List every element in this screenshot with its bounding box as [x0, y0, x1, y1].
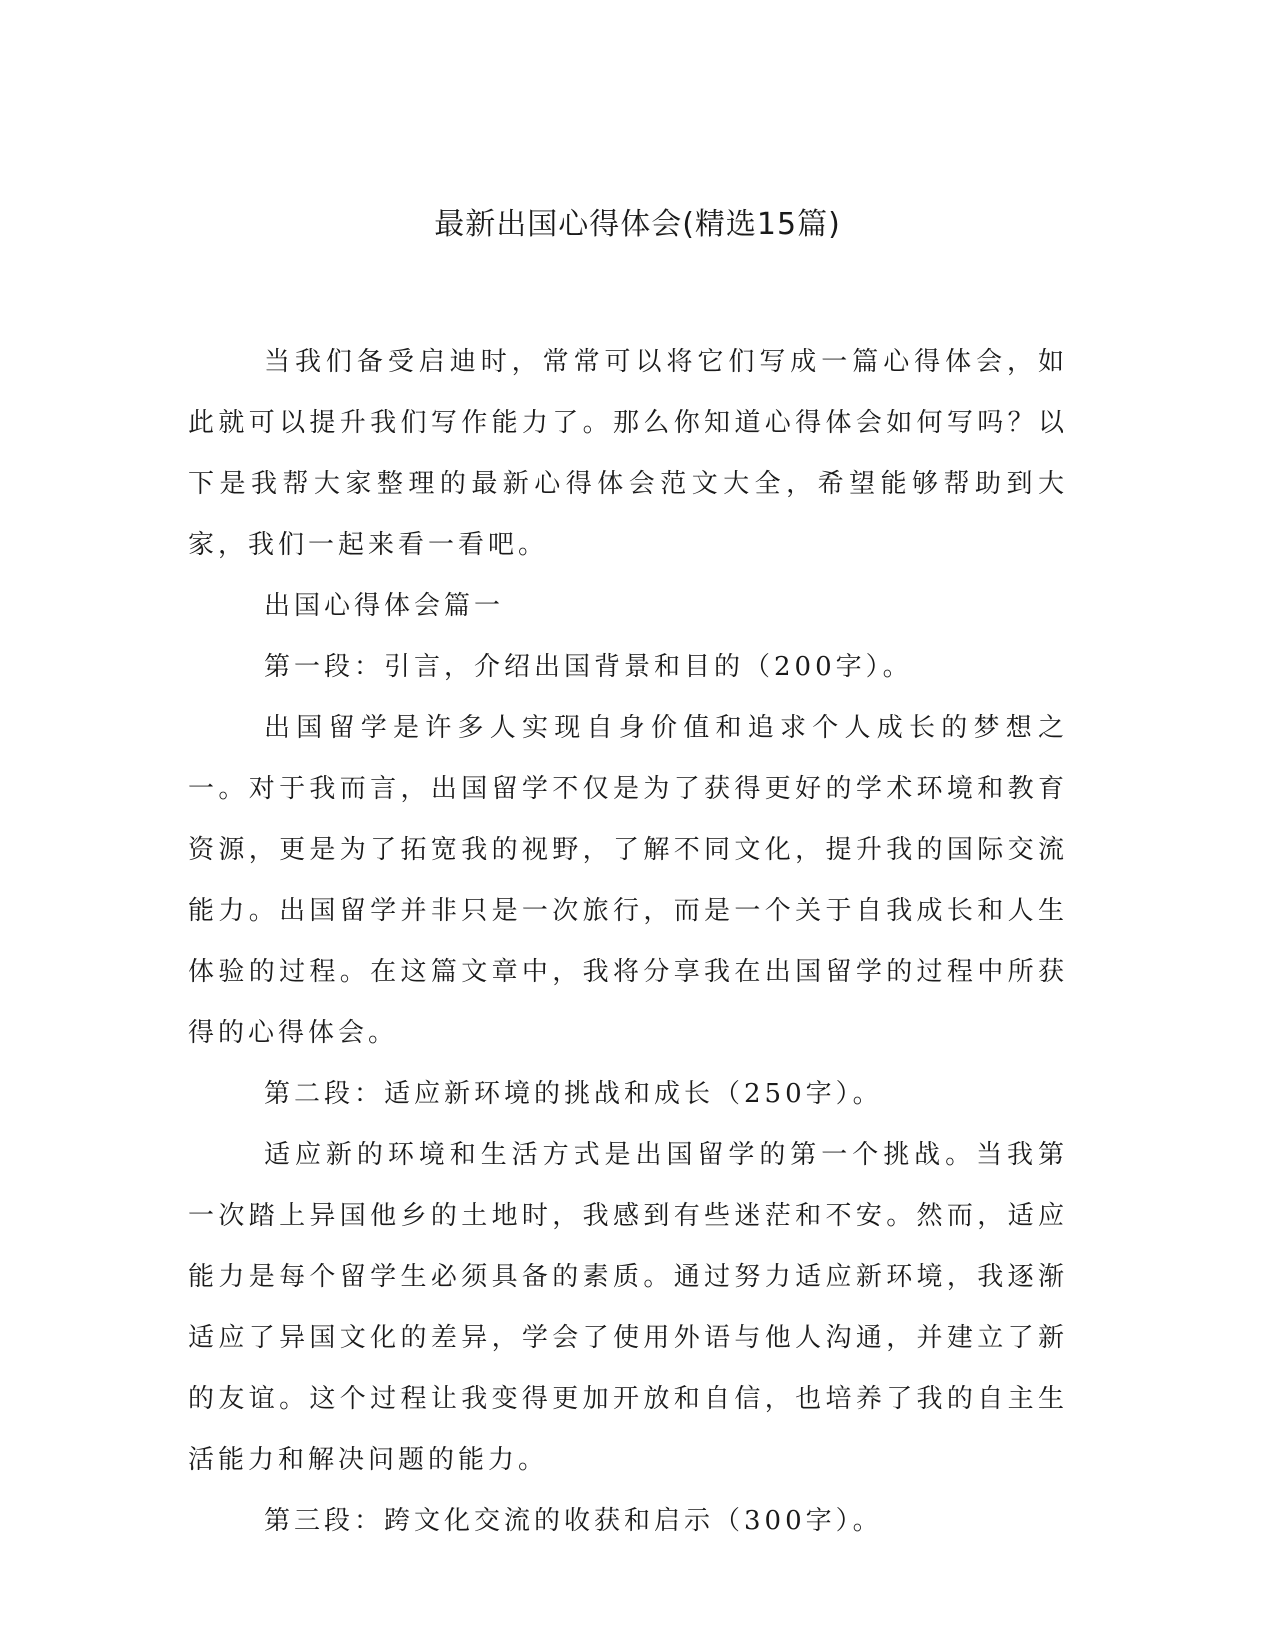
body-paragraph-1: 出国留学是许多人实现自身价值和追求个人成长的梦想之一。对于我而言，出国留学不仅是为了获得更好的学术环境和教育资源，更是为了拓宽我的视野，了解不同文化，提升我的国际交流能力。出国留学并非只是一次旅行，而是一个关于自我成长和人生体验的过程。在这篇文章中，我将分享我在出国留学的过程中所获得的心得体会。 — [188, 713, 1068, 1048]
document-body — [188, 332, 1068, 1552]
subheading-paragraph-3: 第三段：跨文化交流的收获和启示（300字）。 — [264, 1506, 883, 1536]
subheading-paragraph-2: 第二段：适应新环境的挑战和成长（250字）。 — [264, 1079, 883, 1109]
intro-paragraph: 当我们备受启迪时，常常可以将它们写成一篇心得体会，如此就可以提升我们写作能力了。那么你知道心得体会如何写吗？以下是我帮大家整理的最新心得体会范文大全，希望能够帮助到大家，我们一起来看一看吧。 — [188, 347, 1068, 560]
body-paragraph-2: 适应新的环境和生活方式是出国留学的第一个挑战。当我第一次踏上异国他乡的土地时，我感到有些迷茫和不安。然而，适应能力是每个留学生必须具备的素质。通过努力适应新环境，我逐渐适应了异国文化的差异，学会了使用外语与他人沟通，并建立了新的友谊。这个过程让我变得更加开放和自信，也培养了我的自主生活能力和解决问题的能力。 — [188, 1140, 1068, 1475]
section-heading: 出国心得体会篇一 — [264, 591, 505, 621]
subheading-paragraph-1: 第一段：引言，介绍出国背景和目的（200字）。 — [264, 652, 913, 682]
document-title: 最新出国心得体会(精选15篇) — [434, 207, 841, 242]
